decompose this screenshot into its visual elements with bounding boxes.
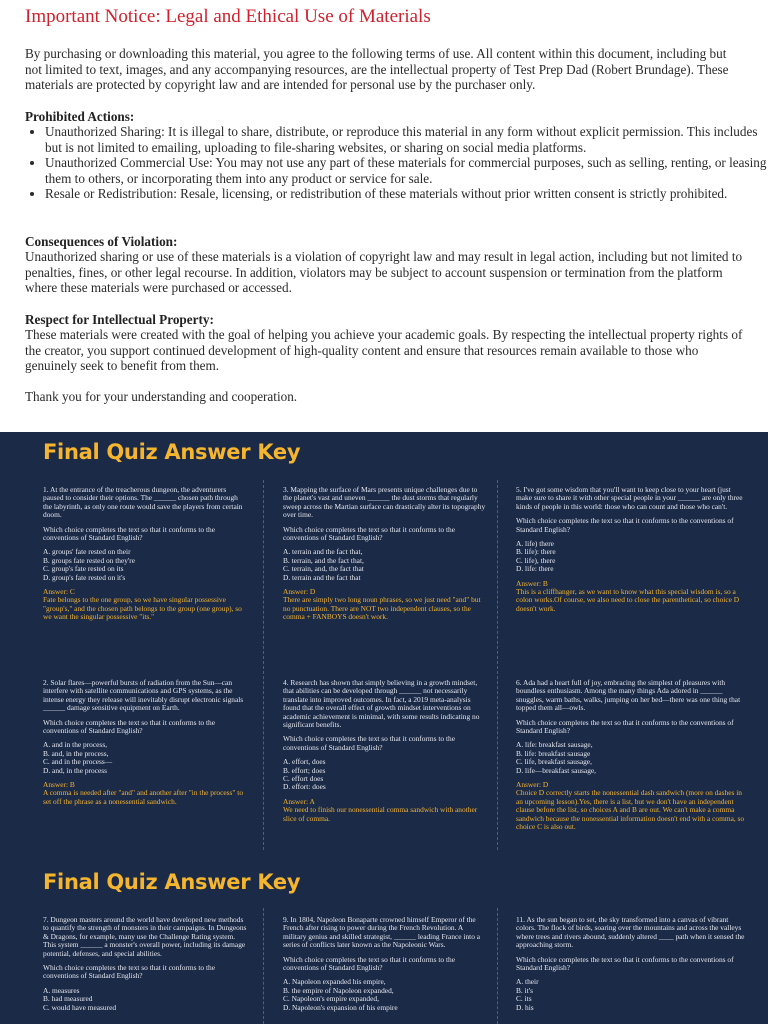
respect-text: These materials were created with the goal of helping you achieve your academic goals. By respecting the intellectual property rights of the creator, you support continued development of high-quality content and ensure that resources remain available to those who genuinely seek to benefit from them.	[25, 327, 743, 374]
option: A. their	[516, 977, 539, 987]
question-card-4	[283, 679, 488, 823]
prohibited-item: • Unauthorized Sharing: It is illegal to share, distribute, or reproduce this material in any form without explicit permission. This includes but is not limited to emailing, uploading to file-sharing websites, or sharing on social media platforms.	[45, 124, 767, 155]
respect-heading: Respect for Intellectual Property:	[25, 312, 214, 327]
consequences-text: Unauthorized sharing or use of these materials is a violation of copyright law and may result in legal action, including but not limited to penalties, fines, or other legal recourse. In addition, violators may be subject to account suspension or termination from the platform where these materials were purchased or accessed.	[25, 249, 743, 296]
option: A. life) there	[516, 539, 554, 549]
answer-explanation: There are simply two long noun phrases, so we just need "and" but no punctuation. There are NOT two independent clauses, so the comma + FANBOYS doesn't work.	[283, 595, 481, 622]
answer-explanation: We need to finish our nonessential comma sandwich with another slice of comma.	[283, 805, 478, 823]
legal-notice	[0, 0, 768, 432]
prohibited-item: • Unauthorized Commercial Use: You may not use any part of these materials for commercial purposes, such as selling, renting, or leasing them to others, or incorporating them into any product or service for sale.	[45, 155, 767, 186]
answer-key-section	[0, 432, 768, 1024]
option: B. had measured	[43, 994, 93, 1004]
option-list	[516, 741, 746, 775]
question-card-7	[43, 916, 248, 1018]
option-list	[43, 741, 248, 775]
option: B. terrain, and the fact that,	[283, 555, 364, 565]
option: C. group's fate rested on its	[43, 564, 124, 574]
answer-label: Answer: A	[283, 796, 315, 806]
option: C. terrain, and, the fact that	[283, 564, 364, 574]
answer-explanation: Fate belongs to the one group, so we have singular possessive "group's," and the chosen path belongs to the group (one group), so we want the singular possessive "its."	[43, 595, 242, 622]
notice-title: Important Notice: Legal and Ethical Use of Materials	[25, 6, 431, 27]
option: B. the empire of Napoleon expanded,	[283, 985, 394, 995]
question-stem: 7. Dungeon masters around the world have developed new methods to quantify the strength of monsters in their campaigns. In Dungeons & Dragons, for example, many use the Challenge Rating system. This system ______ a monster's overall power, including its damage potential, defenses, and special abilities.	[43, 915, 247, 958]
option: D. and, in the process	[43, 765, 108, 775]
option: A. life: breakfast sausage,	[516, 740, 593, 750]
option-list	[43, 987, 248, 1012]
option: B. effort; does	[283, 765, 326, 775]
option: A. Napoleon expanded his empire,	[283, 977, 386, 987]
option: D. group's fate rested on it's	[43, 572, 126, 582]
question-prompt: Which choice completes the text so that it conforms to the conventions of Standard English?	[43, 963, 215, 981]
question-stem: 9. In 1804, Napoleon Bonaparte crowned himself Emperor of the French after rising to power during the French Revolution. A military genius and skilled strategist, ______ leading France into a series of conflicts later known as the Napoleonic Wars.	[283, 915, 481, 950]
option: A. terrain and the fact that,	[283, 547, 363, 557]
option-list	[516, 540, 746, 574]
question-stem: 2. Solar flares—powerful bursts of radiation from the Sun—can interfere with satellite communications and GPS systems, as the intense energy they release will inevitably disrupt electronic signals ______ damage sensitive equipment on Earth.	[43, 678, 244, 713]
prohibited-list	[25, 124, 767, 202]
answer-label: Answer: D	[283, 587, 316, 597]
question-prompt: Which choice completes the text so that it conforms to the conventions of Standard English?	[283, 954, 455, 973]
option: B. life: breakfast sausage	[516, 748, 591, 758]
question-prompt: Which choice completes the text so that it conforms to the conventions of Standard English?	[283, 734, 455, 752]
answer-explanation: This is a cliffhanger, as we want to know what this special wisdom is, so a colon works.Of course, we also need to close the parenthetical, so choice D doesn't work.	[516, 587, 740, 613]
question-card-11	[516, 916, 746, 1018]
option: C. Napoleon's empire expanded,	[283, 994, 379, 1004]
question-stem: 11. As the sun began to set, the sky transformed into a canvas of vibrant colors. The flock of birds, soaring over the mountains and across the valleys where trees and rivers abound, suddenly altered ____ path when it sensed the approaching storm.	[516, 915, 745, 950]
option-list	[283, 758, 488, 792]
consequences-heading: Consequences of Violation:	[25, 234, 178, 249]
question-stem: 5. I've got some wisdom that you'll want to keep close to your heart (just make sure to share it with other special people in your ______ are only three kinds of people in this world: those who can count and those who can't.	[516, 485, 743, 511]
option: B. it's	[516, 985, 533, 995]
answer-key-title: Final Quiz Answer Key	[43, 440, 301, 464]
option: D. life: there	[516, 564, 554, 574]
question-card-2	[43, 679, 248, 806]
option: C. effort does	[283, 774, 324, 784]
option: D. Napoleon's expansion of his empire	[283, 1002, 398, 1012]
question-card-1	[43, 486, 248, 622]
answer-label: Answer: B	[43, 780, 75, 790]
option: D. terrain and the fact that	[283, 572, 361, 582]
column-divider	[497, 480, 498, 850]
question-prompt: Which choice completes the text so that it conforms to the conventions of Standard English?	[283, 524, 455, 543]
option: D. life—breakfast sausage,	[516, 765, 597, 775]
question-stem: 6. Ada had a heart full of joy, embracing the simplest of pleasures with boundless enthusiasm. Among the many things Ada adored in ______ snuggles, warm baths, walks, jumping on her bed—there was one thing that topped them all—owls.	[516, 678, 741, 713]
answer-label: Answer: D	[516, 780, 549, 790]
option: D. effort: does	[283, 782, 326, 792]
option-list	[283, 548, 488, 582]
column-divider	[263, 908, 264, 1024]
option: C. its	[516, 994, 532, 1004]
thanks-text: Thank you for your understanding and cooperation.	[25, 389, 298, 404]
question-card-3	[283, 486, 488, 622]
option: C. would have measured	[43, 1002, 117, 1012]
option: A. measures	[43, 985, 80, 995]
answer-explanation: Choice D correctly starts the nonessential dash sandwich (more on dashes in an upcoming lesson).Yes, there is a list, but we don't have an independent clause before the list, so choices A and B are out. We can't make a comma sandwich because the nonessential information doesn't end with a comma, so choice C is also out.	[516, 788, 745, 832]
answer-key-title: Final Quiz Answer Key	[43, 870, 301, 894]
option: B. groups fate rested on they're	[43, 555, 136, 565]
option: B. life): there	[516, 547, 556, 557]
answer-label: Answer: C	[43, 587, 75, 597]
option: D. his	[516, 1002, 534, 1012]
option: A. and in the process,	[43, 740, 108, 750]
question-prompt: Which choice completes the text so that it conforms to the conventions of Standard English?	[43, 717, 215, 736]
prohibited-item: • Resale or Redistribution: Resale, licensing, or redistribution of these materials without prior written consent is strictly prohibited.	[45, 186, 767, 202]
question-stem: 1. At the entrance of the treacherous dungeon, the adventurers paused to consider their options. The ______ chosen path through the labyrinth, as only one route would save the players from certain doom.	[43, 485, 243, 520]
question-prompt: Which choice completes the text so that it conforms to the conventions of Standard English?	[516, 516, 734, 534]
option: A. effort, does	[283, 757, 326, 767]
question-card-5	[516, 486, 746, 613]
option: C. and in the process—	[43, 757, 113, 767]
answer-explanation: A comma is needed after "and" and another after "in the process" to set off the phrase as a nonessential sandwich.	[43, 788, 244, 806]
question-prompt: Which choice completes the text so that it conforms to the conventions of Standard English?	[516, 717, 734, 736]
option-list	[43, 548, 248, 582]
column-divider	[263, 480, 264, 850]
answer-label: Answer: B	[516, 578, 548, 588]
question-prompt: Which choice completes the text so that it conforms to the conventions of Standard English?	[516, 954, 734, 973]
question-card-6	[516, 679, 746, 832]
question-stem: 3. Mapping the surface of Mars presents unique challenges due to the planet's vast and uneven ______ the dust storms that regularly sweep across the Martian surface can drastically alter its topography over time.	[283, 485, 486, 520]
option: B. and, in the process,	[43, 748, 109, 758]
option: C. life, breakfast sausage,	[516, 757, 592, 767]
option-list	[283, 978, 488, 1012]
option: C. life), there	[516, 555, 556, 565]
question-prompt: Which choice completes the text so that it conforms to the conventions of Standard English?	[43, 524, 215, 543]
question-stem: 4. Research has shown that simply believing in a growth mindset, that abilities can be developed through ______ not necessarily translate into improved outcomes. In fact, a 2019 meta-analysis found that the overall effect of growth mindset interventions on academic achievement is minimal, with some results indicating no significant benefits.	[283, 678, 480, 730]
prohibited-heading: Prohibited Actions:	[25, 109, 135, 124]
notice-intro: By purchasing or downloading this material, you agree to the following terms of use. All content within this document, including but not limited to text, images, and any accompanying resources, are the intellectual property of Test Prep Dad (Robert Brundage). These materials are protected by copyright law and are intended for personal use by the purchaser only.	[25, 46, 729, 93]
column-divider	[497, 908, 498, 1024]
option-list	[516, 978, 746, 1012]
question-card-9	[283, 916, 488, 1018]
option: A. groups' fate rested on their	[43, 547, 131, 557]
